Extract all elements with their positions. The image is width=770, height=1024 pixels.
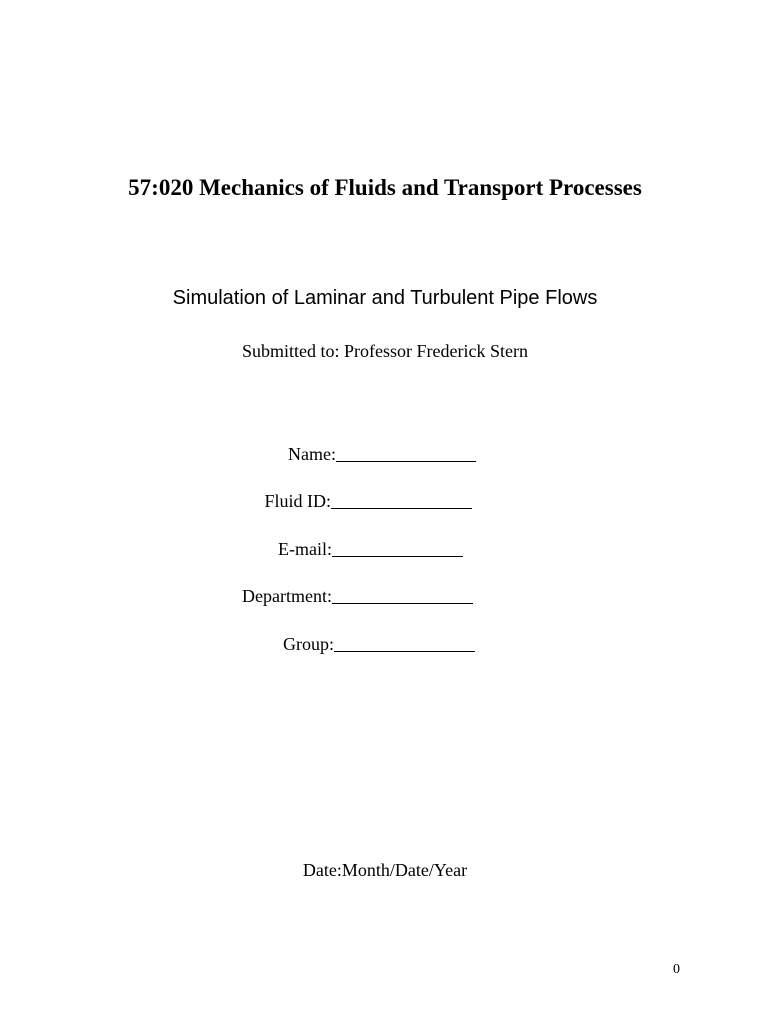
name-field bbox=[250, 441, 476, 467]
course-title: 57:020 Mechanics of Fluids and Transport Processes bbox=[128, 175, 642, 200]
fluid-id-blank-line bbox=[331, 488, 472, 509]
group-field bbox=[250, 631, 475, 657]
group-label: Group: bbox=[283, 634, 334, 654]
fluid-id-label: Fluid ID: bbox=[264, 491, 331, 511]
email-label: E-mail: bbox=[278, 539, 332, 559]
name-label: Name: bbox=[288, 444, 336, 464]
date-line: Date:Month/Date/Year bbox=[302, 860, 468, 880]
email-blank-line bbox=[332, 536, 463, 557]
name-blank-line bbox=[336, 441, 476, 462]
group-blank-line bbox=[334, 631, 475, 652]
page-number: 0 bbox=[673, 962, 680, 977]
department-field bbox=[228, 583, 473, 609]
fluid-id-field bbox=[250, 488, 472, 514]
report-title: Simulation of Laminar and Turbulent Pipe Flows bbox=[172, 287, 598, 309]
submitted-to: Submitted to: Professor Frederick Stern bbox=[242, 341, 528, 361]
department-label: Department: bbox=[242, 586, 332, 606]
email-field bbox=[250, 536, 463, 562]
department-blank-line bbox=[332, 583, 473, 604]
